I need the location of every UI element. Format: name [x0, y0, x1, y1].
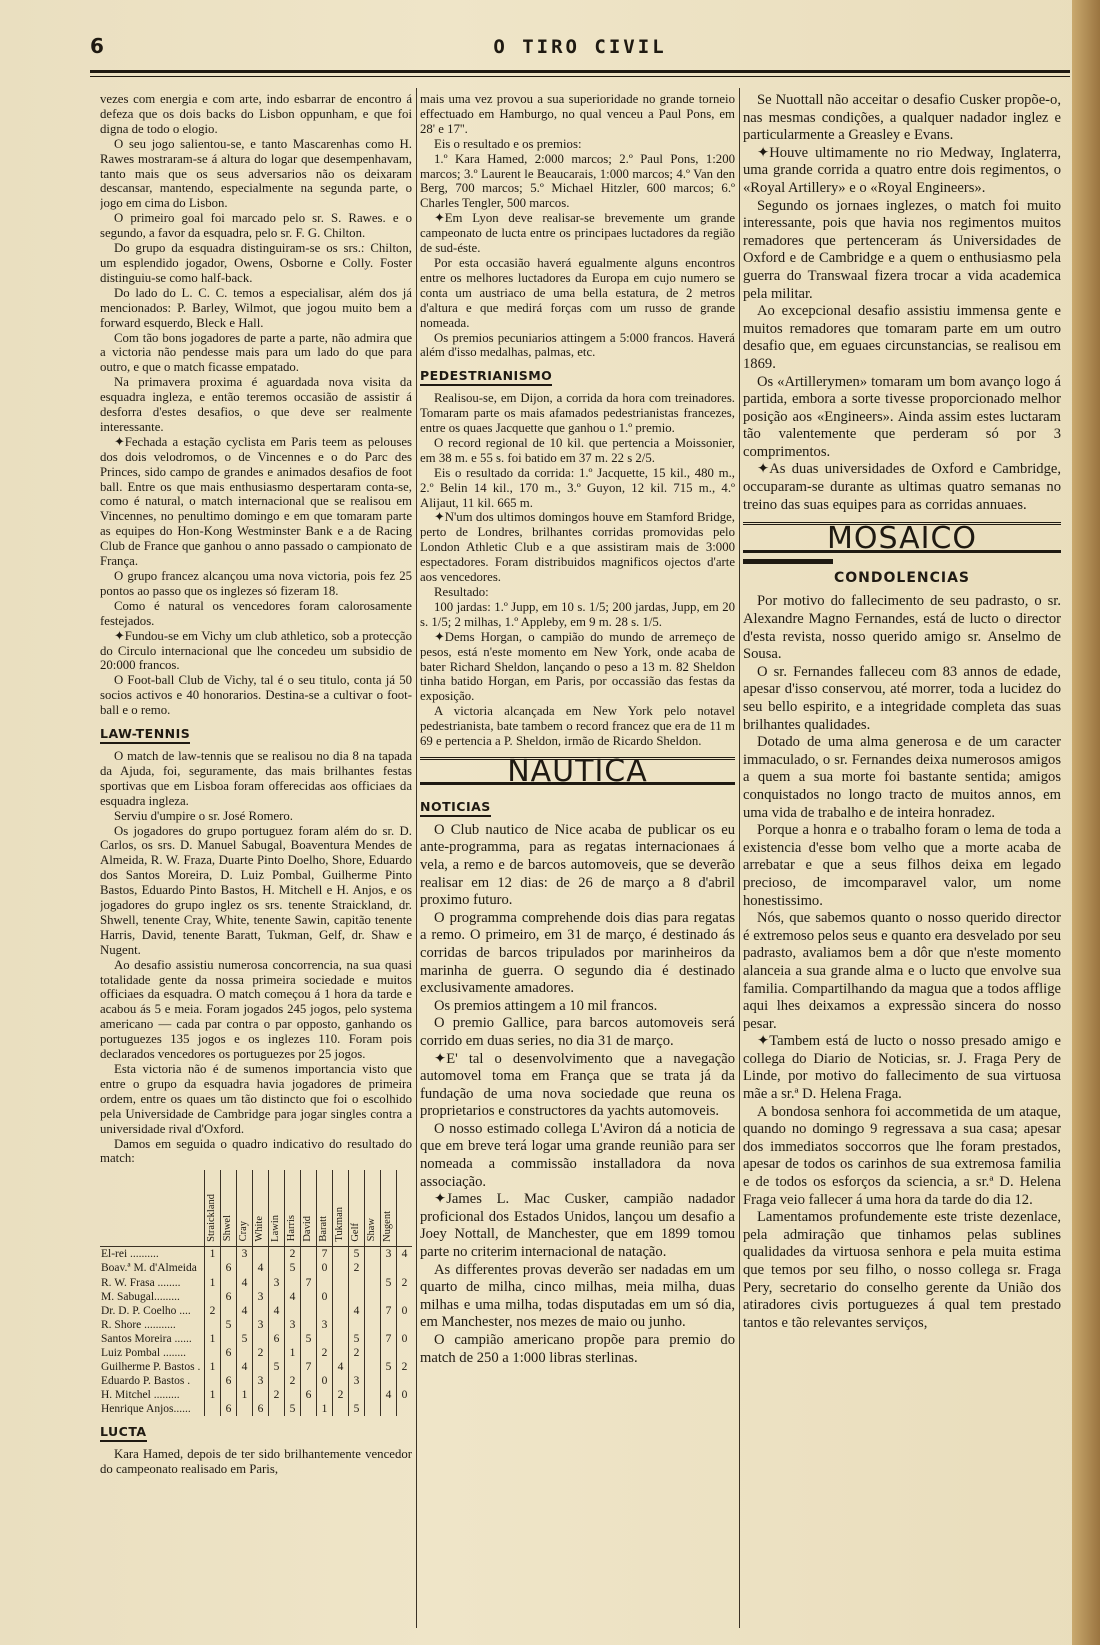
section-heading-pedestrianismo: PEDESTRIANISMO	[420, 369, 552, 386]
score-cell	[205, 1374, 221, 1388]
score-cell	[301, 1290, 317, 1304]
score-cell	[285, 1332, 301, 1346]
table-row	[100, 1276, 412, 1290]
paragraph: ✦Em Lyon deve realisar-se brevemente um grande campeonato de lucta entre os principaes luctadores da região de sud-éste.	[420, 211, 735, 256]
column-2	[420, 92, 735, 1637]
score-cell	[365, 1304, 381, 1318]
score-cell	[221, 1304, 237, 1318]
paragraph: Os «Artillerymen» tomaram um bom avanço logo á partida, embora a sorte tivesse proporcionado melhor posição aos «Engineers». Ainda assim estes luctaram tão valentemente que perderam só por 3 comprimentos.	[743, 373, 1061, 460]
table-column-header	[397, 1170, 413, 1247]
paragraph: O programma comprehende dois dias para regatas a remo. O primeiro, em 31 de março, é destinado ás corridas de barcos tripulados por marinheiros da marinha de guerra. O segundo dia é destinado exclusivamente amadores.	[420, 909, 735, 997]
score-cell: 3	[317, 1318, 333, 1332]
score-cell	[301, 1247, 317, 1262]
paragraph: A victoria alcançada em New York pelo notavel pedestrianista, bate tambem o record francez que era de 11 m 69 e pertencia a P. Sheldon, irmão de Ricardo Sheldon.	[420, 704, 735, 749]
player-name: Eduardo P. Bastos .	[101, 1375, 191, 1388]
score-cell	[317, 1332, 333, 1346]
score-cell: 6	[221, 1290, 237, 1304]
score-cell	[253, 1276, 269, 1290]
score-cell	[365, 1388, 381, 1402]
score-cell: 4	[285, 1290, 301, 1304]
column-header-label: Shwel	[222, 1215, 233, 1242]
score-cell	[253, 1247, 269, 1262]
table-column-header	[205, 1170, 221, 1247]
score-cell	[237, 1290, 253, 1304]
paragraph: Eis o resultado da corrida: 1.º Jacquette, 15 kil., 480 m., 2.º Belin 14 kil., 170 m., 3.º Guyon, 12 kil. 715 m., 4.º Alijaut, 11 kil. 665 m.	[420, 465, 735, 510]
header-rule-thin	[90, 76, 1070, 77]
paragraph: ✦James L. Mac Cusker, campião nadador proficional dos Estados Unidos, lançou um desafio a Joey Nottall, de Manchester, que em 1899 tomou parte no criterim internacional de natação.	[420, 1191, 735, 1261]
column-header-label: Tukman	[334, 1206, 345, 1242]
player-name: El-rei ..........	[101, 1248, 159, 1261]
paragraph: Dotado de uma alma generosa e de um caracter immaculado, o sr. Fernandes deixa numerosos amigos a quem a sua morte foi bastante sentida; amigos conquistados no longo tracto de muitos annos, em uma vida de trabalho e de inteira honradez.	[743, 734, 1061, 821]
score-cell: 1	[205, 1276, 221, 1290]
score-cell: 1	[205, 1247, 221, 1262]
table-row	[100, 1346, 412, 1360]
score-cell	[237, 1318, 253, 1332]
score-cell	[269, 1402, 285, 1416]
score-cell: 1	[205, 1332, 221, 1346]
score-cell	[205, 1346, 221, 1360]
player-name: H. Mitchel .........	[101, 1389, 180, 1402]
publication-title: O TIRO CIVIL	[493, 36, 667, 58]
player-name: M. Sabugal.........	[101, 1290, 180, 1303]
paragraph: Resultado:	[434, 585, 489, 599]
score-cell: 1	[237, 1388, 253, 1402]
score-cell	[381, 1290, 397, 1304]
score-cell	[349, 1290, 365, 1304]
score-cell: 7	[317, 1247, 333, 1262]
paragraph: A bondosa senhora foi accommetida de um ataque, quando no domingo 9 regressava a sua casa; apesar dos immediatos soccorros que lhe foram prestados, apesar de todos os carinhos de sua extremosa familia e de todos os esforços da sciencia, a sr.ª D. Helena Fraga veio fallecer á uma hora da tarde do dia 12.	[743, 1103, 1061, 1208]
paragraph: Por motivo do fallecimento de seu padrasto, o sr. Alexandre Magno Fernandes, está de lucto o director d'esta revista, nosso querido amigo sr. Anselmo de Sousa.	[743, 593, 1061, 663]
score-cell: 0	[317, 1290, 333, 1304]
score-cell	[237, 1261, 253, 1275]
score-cell: 0	[397, 1388, 413, 1402]
score-cell: 4	[397, 1247, 413, 1262]
column-divider	[739, 88, 740, 1628]
table-column-header	[253, 1170, 269, 1247]
score-cell: 6	[221, 1374, 237, 1388]
paragraph: ✦Tambem está de lucto o nosso presado amigo e collega do Diario de Noticias, sr. J. Fraga Pery de Linde, por motivo do fallecimento de sua virtuosa mãe a sr.ª D. Helena Fraga.	[743, 1033, 1061, 1103]
paragraph: O primeiro goal foi marcado pelo sr. S. Rawes. e o segundo, a favor da esquadra, pelo sr. F. G. Chilton.	[100, 211, 412, 241]
section-title-nautica: NAUTICA	[420, 757, 735, 785]
column-header-label: Gelf	[350, 1222, 361, 1242]
score-cell: 4	[253, 1261, 269, 1275]
table-row	[100, 1318, 412, 1332]
table-column-header	[285, 1170, 301, 1247]
score-cell: 2	[205, 1304, 221, 1318]
score-cell: 3	[381, 1247, 397, 1262]
score-cell	[221, 1388, 237, 1402]
score-cell: 2	[349, 1346, 365, 1360]
player-name: Henrique Anjos......	[101, 1403, 191, 1416]
score-cell	[397, 1261, 413, 1275]
paragraph: O premio Gallice, para barcos automoveis será corrido em duas series, no dia 31 de março.	[420, 1015, 735, 1049]
score-cell	[205, 1318, 221, 1332]
score-cell	[349, 1388, 365, 1402]
score-cell: 2	[269, 1388, 285, 1402]
score-cell: 5	[285, 1402, 301, 1416]
score-cell	[365, 1346, 381, 1360]
score-cell	[221, 1332, 237, 1346]
score-cell: 6	[221, 1402, 237, 1416]
score-cell: 7	[301, 1276, 317, 1290]
score-cell: 5	[381, 1360, 397, 1374]
table-column-header	[301, 1170, 317, 1247]
table-row	[100, 1304, 412, 1318]
score-cell	[317, 1276, 333, 1290]
score-cell	[253, 1304, 269, 1318]
table-row	[100, 1402, 412, 1416]
score-cell	[397, 1402, 413, 1416]
score-cell	[221, 1247, 237, 1262]
paragraph: O nosso estimado collega L'Aviron dá a noticia de que em breve terá logar uma grande reunião para ser nomeada a commissão installadora da nova associação.	[420, 1120, 735, 1190]
player-name: Guilherme P. Bastos .	[101, 1361, 201, 1374]
paragraph: Porque a honra e o trabalho foram o lema de toda a existencia d'esse bom velho que a morte acaba de arrebatar e que a seus filhos deixa em legado precioso, de imcomparavel valor, um nome honestissimo.	[743, 822, 1061, 909]
score-cell: 7	[381, 1332, 397, 1346]
score-cell	[269, 1261, 285, 1275]
table-column-header	[333, 1170, 349, 1247]
score-cell: 6	[301, 1388, 317, 1402]
paragraph: Por esta occasião haverá egualmente alguns encontros entre os melhores luctadores da Europa em cujo numero se conta um austriaco de uma bella estatura, de 2 metros d'altura e que medirá forças com um russo de grande nomeada.	[420, 255, 735, 330]
score-cell	[285, 1360, 301, 1374]
score-cell	[269, 1346, 285, 1360]
score-cell	[333, 1402, 349, 1416]
player-name: Luiz Pombal ........	[101, 1347, 186, 1359]
score-cell: 4	[269, 1304, 285, 1318]
score-cell	[285, 1304, 301, 1318]
score-cell	[301, 1346, 317, 1360]
score-cell	[285, 1388, 301, 1402]
score-cell	[381, 1318, 397, 1332]
score-cell	[365, 1290, 381, 1304]
paragraph: Do grupo da esquadra distinguiram-se os srs.: Chilton, um esplendido jogador, Owens, Osborne e Colly. Foster distinguiu-se como half-back.	[100, 241, 412, 285]
score-cell	[381, 1402, 397, 1416]
paragraph: O sr. Fernandes falleceu com 83 annos de edade, apesar d'isso conservou, até morrer, toda a lucidez do seu bello espirito, e a integridade completa das suas brilhantes qualidades.	[743, 663, 1061, 733]
table-column-header	[365, 1170, 381, 1247]
score-cell	[317, 1360, 333, 1374]
paragraph: Realisou-se, em Dijon, a corrida da hora com treinadores. Tomaram parte os mais afamados pedestrianistas francezes, entre os quaes Jacquette que ganhou o 1.º premio.	[420, 391, 735, 436]
score-cell: 4	[237, 1360, 253, 1374]
score-cell: 6	[269, 1332, 285, 1346]
score-cell	[333, 1290, 349, 1304]
paragraph: ✦As duas universidades de Oxford e Cambridge, occuparam-se durante as ultimas quatro semanas no treino das suas equipes para as corridas annuaes.	[743, 461, 1061, 513]
score-cell	[301, 1261, 317, 1275]
table-row	[100, 1360, 412, 1374]
score-cell	[365, 1332, 381, 1346]
score-cell	[237, 1346, 253, 1360]
header-rule	[90, 70, 1070, 73]
paragraph: Serviu d'umpire o sr. José Romero.	[114, 808, 293, 823]
paragraph: Os jogadores do grupo portuguez foram além do sr. D. Carlos, os srs. D. Manuel Sabugal, Boaventura Mendes de Almeida, R. W. Fraza, Duarte Pinto Doelho, Shore, Eduardo dos Santos Moreira, D. Luiz Pombal, Guilherme Pinto Bastos, Eduardo Pinto Bastos, H. Mitchell e H. Anjos, e os jogadores do grupo inglez os srs. tenente Straickland, dr. Shwell, tenente Cray, White, tenente Sawin, capitão tenente Harris, David, tenente Baratt, Tukman, Gelf, dr. Shaw e Nugent.	[100, 823, 412, 957]
player-name: Boav.ª M. d'Almeida	[101, 1262, 197, 1275]
score-cell: 3	[349, 1374, 365, 1388]
score-cell: 3	[253, 1318, 269, 1332]
score-cell	[301, 1402, 317, 1416]
score-cell	[365, 1261, 381, 1275]
paragraph: Os premios attingem a 10 mil francos.	[434, 997, 658, 1014]
score-cell: 7	[301, 1360, 317, 1374]
score-cell	[205, 1261, 221, 1275]
score-cell: 5	[237, 1332, 253, 1346]
score-cell	[333, 1346, 349, 1360]
paragraph: ✦Houve ultimamente no rio Medway, Inglaterra, uma grande corrida a quatro entre dois regimentos, o «Royal Artillery» e o «Royal Engineers».	[743, 144, 1061, 196]
paragraph: Nós, que sabemos quanto o nosso querido director é extremoso pelos seus e quanto era desvelado por seu padrasto, avaliamos bem a dôr que n'este momento alanceia a sua grande alma e o lucto que envolve sua familia. Compartilhando da magua que a todos afflige aqui lhes deixamos a expressão sincera do nosso pesar.	[743, 910, 1061, 1032]
score-cell: 4	[237, 1276, 253, 1290]
paragraph: Como é natural os vencedores foram calorosamente festejados.	[100, 598, 412, 628]
score-cell	[301, 1304, 317, 1318]
score-cell: 5	[349, 1247, 365, 1262]
paragraph: O Foot-ball Club de Vichy, tal é o seu titulo, conta já 50 socios activos e 40 honorarios. Destina-se a cultivar o foot-ball e o remo.	[100, 673, 412, 718]
score-cell	[237, 1402, 253, 1416]
paragraph: Na primavera proxima é aguardada nova visita da esquadra ingleza, e então teremos occasião de assistir á desforra d'estes desafios, o que deve ser realmente interessante.	[100, 375, 412, 434]
score-cell: 2	[397, 1276, 413, 1290]
table-row	[100, 1290, 412, 1304]
score-cell	[221, 1360, 237, 1374]
score-cell	[301, 1374, 317, 1388]
paragraph: Ao desafio assistiu numerosa concorrencia, na sua quasi totalidade gente da nossa primeira sociedade e muitos officiaes da esquadra. O match começou á 1 hora da tarde e acabou ás 5 e meia. Foram jogados 245 jogos, pelo systema americano — cada par contra o par opposto, ganhando os portuguezes 135 jogos e os inglezes 110. Foram pois declarados vencedores os portuguezes por 25 jogos.	[100, 957, 412, 1062]
score-cell	[365, 1247, 381, 1262]
paragraph: O record regional de 10 kil. que pertencia a Moissonier, em 38 m. e 55 s. foi batido em 37 m. 22 s 2/5.	[420, 435, 735, 465]
score-cell	[333, 1332, 349, 1346]
paragraph: 1.º Kara Hamed, 2:000 marcos; 2.º Paul Pons, 1:200 marcos; 3.º Laurent le Beaucarais, 1:000 marcos; 4.º Van den Berg, 700 marcos; 5.º Michael Hitzler, 600 marcos; 6.º Charles Tengler, 500 marcos.	[420, 151, 735, 211]
paragraph: Se Nuottall não acceitar o desafio Cusker propõe-o, nas mesmas condições, a qualquer nadador inglez e particularmente a Greasley e Evans.	[743, 92, 1061, 144]
column-divider	[416, 88, 417, 1628]
running-header	[90, 30, 1070, 70]
score-cell	[333, 1261, 349, 1275]
paragraph: ✦Fechada a estação cyclista em Paris teem as pelouses dos dois velodromos, o de Vincennes e o do Parc des Princes, sido campo de grandes e animados desafios de foot ball. Entre os que mais enthusiasmo despertaram conta-se, como é natural, o match internacional que se realisou em Vincennes, no penultimo domingo e em que tomaram parte as equipes do Hon-Kong Westminster Bank e a de Racing Club de France que ganhou o anno passado o campionato de França.	[100, 434, 412, 569]
score-cell: 0	[317, 1261, 333, 1275]
score-cell: 0	[317, 1374, 333, 1388]
score-cell: 5	[301, 1332, 317, 1346]
player-name: R. Shore ...........	[101, 1318, 176, 1331]
paragraph: vezes com energia e com arte, indo esbarrar de encontro á defeza que os dois backs do Lisbon oppunham, e que foi digna de todo o elogio.	[100, 92, 412, 136]
score-cell	[365, 1276, 381, 1290]
score-cell: 0	[397, 1304, 413, 1318]
score-cell	[253, 1388, 269, 1402]
paragraph: Damos em seguida o quadro indicativo do resultado do match:	[100, 1136, 412, 1166]
score-cell	[205, 1402, 221, 1416]
score-cell: 3	[269, 1276, 285, 1290]
paragraph: Kara Hamed, depois de ter sido brilhantemente vencedor do campeonato realisado em Paris,	[100, 1447, 412, 1477]
paragraph: ✦Dems Horgan, o campião do mundo de arremeço de pesos, está n'este momento em New York, onde acaba de bater Richard Sheldon, lançando o peso a 13 m. 82 Sheldon tinha batido Horgan, em Paris, por occassião das festas da exposição.	[420, 629, 735, 704]
score-cell: 2	[285, 1247, 301, 1262]
score-cell: 2	[333, 1388, 349, 1402]
score-cell	[381, 1346, 397, 1360]
score-cell: 1	[317, 1402, 333, 1416]
results-table	[100, 1170, 412, 1416]
score-cell	[397, 1374, 413, 1388]
column-header-label: David	[302, 1215, 313, 1242]
paragraph: Os premios pecuniarios attingem a 5:000 francos. Haverá além d'isso medalhas, palmas, etc.	[420, 330, 735, 360]
score-cell: 6	[253, 1402, 269, 1416]
score-cell: 7	[381, 1304, 397, 1318]
score-cell	[365, 1374, 381, 1388]
paragraph: O match de law-tennis que se realisou no dia 8 na tapada da Ajuda, foi, seguramente, das mais brilhantes festas sportivas que em Lisboa foram offerecidas aos officiaes da esquadra ingleza.	[100, 748, 412, 808]
score-cell	[349, 1360, 365, 1374]
score-cell	[365, 1318, 381, 1332]
score-cell: 4	[333, 1360, 349, 1374]
paragraph: Eis o resultado e os premios:	[434, 136, 582, 151]
score-cell	[397, 1318, 413, 1332]
paragraph: 100 jardas: 1.º Jupp, em 10 s. 1/5; 200 jardas, Jupp, em 20 s. 1/5; 2 milhas, 1.º Appleby, em 9 m. 28 s. 1/5.	[420, 599, 735, 629]
score-cell: 2	[317, 1346, 333, 1360]
score-cell: 5	[349, 1332, 365, 1346]
score-cell	[285, 1276, 301, 1290]
column-header-label: Nugent	[382, 1210, 393, 1242]
score-cell	[381, 1261, 397, 1275]
paragraph: Esta victoria não é de sumenos importancia visto que entre o grupo da esquadra havia jogadores de primeira ordem, entre os quaes um tão distincto que foi o escolhido pela Universidade de Cambridge para jogar singles contra a universidade rival d'Oxford.	[100, 1062, 412, 1136]
score-cell: 3	[253, 1290, 269, 1304]
score-cell	[269, 1318, 285, 1332]
section-heading-condolencias: CONDOLENCIAS	[833, 569, 971, 586]
paragraph: Lamentamos profundemente este triste dezenlace, pela admiração que tinhamos pelas sublines qualidades da virtuosa senhora e pela muita estima que temos por seu filho, o nosso collega sr. Fraga Pery, secretario do conselho gerente da União dos atiradores civis portuguezes á qual tem prestado tantos e tão relevantes serviços,	[743, 1209, 1061, 1331]
column-header-label: Harris	[286, 1215, 297, 1242]
score-cell: 5	[269, 1360, 285, 1374]
score-cell	[365, 1402, 381, 1416]
score-cell	[333, 1374, 349, 1388]
table-row	[100, 1374, 412, 1388]
score-cell: 1	[205, 1360, 221, 1374]
paragraph: Segundo os jornaes inglezes, o match foi muito interessante, pois que havia nos regimentos muitos remadores que pertenceram ás Universidades de Oxford e de Cambridge e a quem o enthusiasmo pela guerra do Transwaal fizera trocar a vida academica pela militar.	[743, 197, 1061, 302]
score-cell	[333, 1304, 349, 1318]
paragraph: Ao excepcional desafio assistiu immensa gente e muitos remadores que tomaram parte em um outro desafio que, em eguaes circunstancias, se realisou em 1869.	[743, 303, 1061, 372]
score-cell	[269, 1374, 285, 1388]
section-title-mosaico: MOSAICO	[743, 522, 1061, 553]
column-header-label: Baratt	[318, 1215, 329, 1242]
score-cell	[365, 1360, 381, 1374]
score-cell: 5	[349, 1402, 365, 1416]
paragraph: Com tão bons jogadores de parte a parte, não admira que a victoria não pendesse mais para um lado do que para outro, e que o match ficasse empatado.	[100, 330, 412, 375]
score-cell	[397, 1290, 413, 1304]
score-cell: 4	[237, 1304, 253, 1318]
table-column-header	[221, 1170, 237, 1247]
score-cell: 3	[285, 1318, 301, 1332]
score-cell: 5	[285, 1261, 301, 1275]
table-column-header	[381, 1170, 397, 1247]
score-cell	[221, 1276, 237, 1290]
decorative-bar	[743, 559, 833, 564]
column-header-label: Cray	[238, 1221, 249, 1242]
table-column-header	[349, 1170, 365, 1247]
table-header-blank	[100, 1170, 205, 1247]
score-cell: 5	[221, 1318, 237, 1332]
score-cell	[237, 1374, 253, 1388]
score-cell	[317, 1304, 333, 1318]
score-cell	[349, 1318, 365, 1332]
table-row	[100, 1247, 412, 1262]
score-cell: 4	[381, 1388, 397, 1402]
score-cell: 1	[205, 1388, 221, 1402]
score-cell: 2	[285, 1374, 301, 1388]
paragraph: As differentes provas deverão ser nadadas em um quarto de milha, cinco milhas, meia milha, duas milhas e uma milha, todas disputadas em um só dia, em Manchester, nos mezes de maio ou junho.	[420, 1261, 735, 1331]
score-cell	[269, 1290, 285, 1304]
table-row	[100, 1261, 412, 1275]
score-cell	[381, 1374, 397, 1388]
section-heading-law-tennis: LAW-TENNIS	[100, 727, 190, 744]
paragraph: O grupo francez alcançou uma nova victoria, pois fez 25 pontos ao passo que os inglezes só fizeram 18.	[100, 569, 412, 598]
column-header-label: Lawin	[270, 1214, 281, 1242]
score-cell: 2	[349, 1261, 365, 1275]
score-cell	[269, 1247, 285, 1262]
score-cell: 1	[285, 1346, 301, 1360]
score-cell: 6	[221, 1346, 237, 1360]
score-cell	[397, 1346, 413, 1360]
paragraph: mais uma vez provou a sua superioridade no grande torneio effectuado em Hamburgo, no qual venceu a Paul Pons, em 28' e 17''.	[420, 92, 735, 136]
paragraph: ✦Fundou-se em Vichy um club athletico, sob a protecção do Circulo internacional que lhe concedeu um subsidio de 20:000 francos.	[100, 628, 412, 673]
paragraph: ✦N'um dos ultimos domingos houve em Stamford Bridge, perto de Londres, brilhantes corridas promovidas pelo London Athletic Club e a que assistiram mais de 3:000 espectadores. Foram distribuidos magnificos ojectos d'arte aos vencedores.	[420, 510, 735, 585]
score-cell	[317, 1388, 333, 1402]
score-cell: 0	[397, 1332, 413, 1346]
score-cell	[253, 1332, 269, 1346]
score-cell	[333, 1276, 349, 1290]
paragraph: O seu jogo salientou-se, e tanto Mascarenhas como H. Rawes mostraram-se á altura do logar que desempenhavam, tanto mais que os seus adversarios não os deixaram descansar, mantendo, especialmente na segunda parte, o jogo em cima do Lisbon.	[100, 136, 412, 211]
column-header-label: Straickland	[206, 1193, 217, 1242]
score-cell	[205, 1290, 221, 1304]
score-cell: 2	[397, 1360, 413, 1374]
paragraph: O campião americano propõe para premio do match de 250 a 1:000 libras sterlinas.	[420, 1332, 735, 1366]
score-cell: 4	[349, 1304, 365, 1318]
score-cell	[333, 1247, 349, 1262]
score-cell: 5	[381, 1276, 397, 1290]
section-heading-noticias: NOTICIAS	[420, 800, 491, 817]
table-column-header	[237, 1170, 253, 1247]
column-header-label: White	[254, 1215, 265, 1242]
score-cell	[349, 1276, 365, 1290]
column-3	[743, 92, 1061, 1637]
table-column-header	[269, 1170, 285, 1247]
page-edge	[1072, 0, 1100, 1645]
page-number: 6	[90, 34, 104, 58]
score-cell: 2	[253, 1346, 269, 1360]
table-row	[100, 1332, 412, 1346]
score-cell	[301, 1318, 317, 1332]
score-cell	[333, 1318, 349, 1332]
player-name: Dr. D. P. Coelho ....	[101, 1304, 191, 1317]
score-cell	[253, 1360, 269, 1374]
column-1	[100, 92, 412, 1637]
column-header-label: Shaw	[366, 1218, 377, 1242]
paragraph: Do lado do L. C. C. temos a especialisar, além dos já mencionados: P. Barley, Wilmot, que jogou muito bem a forward esquerdo, Bleck e Hall.	[100, 285, 412, 330]
paragraph: O Club nautico de Nice acaba de publicar os eu ante-programma, para as regatas internacionaes á vela, a remo e de barcos automoveis, que se deverão realisar em 12 dias: de 26 de março a 8 d'abril proximo futuro.	[420, 821, 735, 909]
score-cell: 3	[237, 1247, 253, 1262]
score-cell: 6	[221, 1261, 237, 1275]
table-row	[100, 1388, 412, 1402]
paragraph: ✦E' tal o desenvolvimento que a navegação automovel toma em França que se trata já da fundação de uma nova sociedade que reuna os proprietarios e constructores da yachts automoveis.	[420, 1050, 735, 1120]
score-cell: 3	[253, 1374, 269, 1388]
player-name: R. W. Frasa ........	[101, 1276, 181, 1289]
player-name: Santos Moreira ......	[101, 1332, 192, 1345]
section-heading-lucta: LUCTA	[100, 1425, 147, 1442]
table-column-header	[317, 1170, 333, 1247]
